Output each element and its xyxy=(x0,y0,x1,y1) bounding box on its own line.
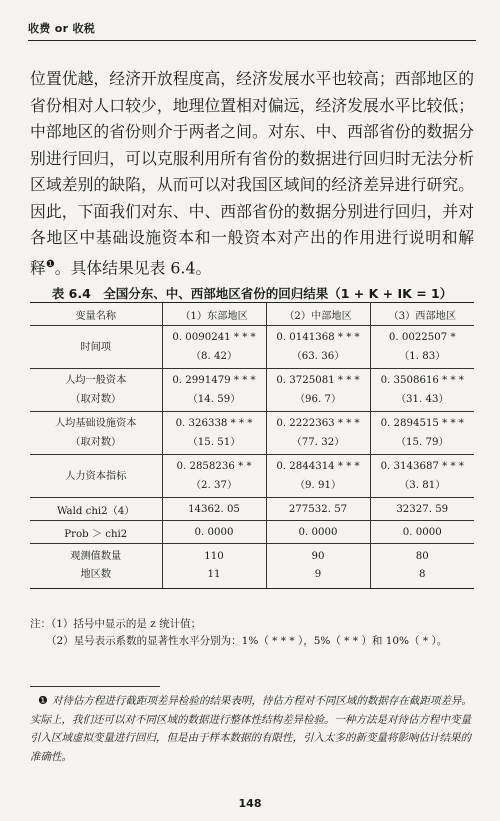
variable-name xyxy=(30,369,162,412)
obs-count: 90 xyxy=(311,551,325,562)
row-label: 时间项 xyxy=(80,341,112,353)
table-cell: 32327. 59 xyxy=(370,498,474,521)
header-rule xyxy=(28,40,476,41)
coefficient: 0. 3508616 * * * xyxy=(380,375,464,386)
table-note-2: （2）星号表示系数的显著性水平分别为：1%（ * * * ），5%（ * * ）和 10%（ * ）。 xyxy=(46,635,448,647)
coefficient: 0. 2222363 * * * xyxy=(276,418,360,429)
table-cell xyxy=(162,369,266,412)
table-row xyxy=(30,412,474,455)
running-header: 收费 or 收税 xyxy=(28,22,96,35)
coefficient: 0. 326338 * * * xyxy=(175,418,253,429)
row-label: 观测值数量 xyxy=(70,551,122,562)
table-cell xyxy=(370,412,474,455)
table-cell xyxy=(266,412,370,455)
footnote xyxy=(30,692,474,766)
body-line-last xyxy=(30,252,474,282)
table-cell xyxy=(370,326,474,369)
z-stat: （63. 36） xyxy=(291,351,345,362)
variable-name xyxy=(30,412,162,455)
z-stat: （14. 59） xyxy=(187,394,241,405)
z-stat: （3. 81） xyxy=(399,480,446,491)
coefficient: 0. 2858236 * * xyxy=(176,461,252,472)
row-label: 人力资本指标 xyxy=(65,470,127,482)
variable-name xyxy=(30,455,162,498)
z-stat: （77. 32） xyxy=(291,437,345,448)
row-label: （取对数） xyxy=(70,394,122,405)
table-cell: 0. 0000 xyxy=(162,521,266,544)
table-note-1: 注：（1）括号中显示的是 z 统计值； xyxy=(30,618,202,630)
table-row-prob xyxy=(30,521,474,544)
body-line: 区域差别的缺陷，从而可以对我国区域间的经济差异进行研究。 xyxy=(30,175,474,194)
table-cell xyxy=(370,369,474,412)
body-line: 省份相对人口较少，地理位置相对偏远，经济发展水平比较低； xyxy=(30,95,474,115)
table-header-row xyxy=(30,303,474,326)
row-label: 人均基础设施资本 xyxy=(55,418,137,429)
table-cell: 0. 0000 xyxy=(370,521,474,544)
column-header: （3）西部地区 xyxy=(370,303,474,326)
z-stat: （9. 91） xyxy=(294,480,342,491)
table-row-observations xyxy=(30,544,474,589)
coefficient: 0. 3143687 * * * xyxy=(380,461,464,472)
obs-count: 110 xyxy=(204,551,224,562)
table-cell: 0. 0000 xyxy=(266,521,370,544)
body-line: 别进行回归，可以克服利用所有省份的数据进行回归时无法分析 xyxy=(30,148,474,168)
z-stat: （1. 83） xyxy=(399,351,446,362)
table-cell xyxy=(266,369,370,412)
body-line: 位置优越，经济开放程度高，经济发展水平也较高；西部地区的 xyxy=(30,69,474,88)
table-cell xyxy=(266,326,370,369)
z-stat: （15. 51） xyxy=(187,437,241,448)
body-line: 中部地区的省份则介于两者之间。对东、中、西部省份的数据分 xyxy=(30,122,474,141)
footnote-rule xyxy=(30,686,160,687)
column-header: （2）中部地区 xyxy=(266,303,370,326)
table-cell: 14362. 05 xyxy=(162,498,266,521)
row-label: 人均一般资本 xyxy=(65,375,127,386)
table-row xyxy=(30,369,474,412)
table-cell xyxy=(266,544,370,589)
table-cell xyxy=(162,412,266,455)
coefficient: 0. 2991479 * * * xyxy=(172,375,256,386)
body-text-fragment: 释 xyxy=(30,257,46,277)
region-count: 9 xyxy=(314,569,322,580)
body-line: 因此，下面我们对东、中、西部省份的数据分别进行回归，并对 xyxy=(30,201,474,221)
table-notes xyxy=(30,616,474,650)
page-number: 148 xyxy=(238,797,262,810)
column-header: 变量名称 xyxy=(30,303,162,326)
table-row xyxy=(30,326,474,369)
body-line: 各地区中基础设施资本和一般资本对产出的作用进行说明和解 xyxy=(30,228,474,247)
table-row-wald xyxy=(30,498,474,521)
coefficient: 0. 0022507 * xyxy=(388,332,456,343)
variable-name: Wald chi2（4） xyxy=(30,498,162,521)
z-stat: （15. 79） xyxy=(395,437,449,448)
region-count: 11 xyxy=(207,569,221,580)
regression-table xyxy=(30,302,474,589)
obs-count: 80 xyxy=(415,551,429,562)
table-cell xyxy=(162,326,266,369)
body-paragraph xyxy=(30,66,474,281)
z-stat: （8. 42） xyxy=(190,351,238,362)
region-count: 8 xyxy=(419,569,426,580)
table-cell xyxy=(162,544,266,589)
column-header: （1）东部地区 xyxy=(162,303,266,326)
coefficient: 0. 2894515 * * * xyxy=(380,418,464,429)
variable-name: Prob ＞ chi2 xyxy=(30,521,162,544)
z-stat: （31. 43） xyxy=(395,394,449,405)
z-stat: （2. 37） xyxy=(190,480,238,491)
table-cell: 277532. 57 xyxy=(266,498,370,521)
body-text-fragment: 。具体结果见表 6.4。 xyxy=(54,257,212,277)
table-title: 表 6.4 全国分东、中、西部地区省份的回归结果（1 + K + IK = 1） xyxy=(51,286,453,301)
table-cell xyxy=(162,455,266,498)
row-label: （取对数） xyxy=(70,437,122,448)
table-cell xyxy=(370,455,474,498)
footnote-marker: ❶ xyxy=(38,694,48,707)
coefficient: 0. 2844314 * * * xyxy=(276,461,360,472)
row-label: 地区数 xyxy=(80,569,112,580)
table-row xyxy=(30,455,474,498)
coefficient: 0. 0141368 * * * xyxy=(276,332,360,343)
table-cell xyxy=(370,544,474,589)
footnote-reference[interactable]: ❶ xyxy=(45,258,55,270)
variable-name xyxy=(30,544,162,589)
footnote-text: 对待估方程进行截距项差异检验的结果表明，待估方程对不同区域的数据存在截距项差异。实际上，我们还可以对不同区域的数据进行整体性结构差异检验。一种方法是对待估方程中变量引入区域虚拟变量进行回归，但是由于样本数据的有限性，引入太多的新变量将影响估计结果的准确性。 xyxy=(30,695,472,763)
variable-name xyxy=(30,326,162,369)
coefficient: 0. 0090241 * * * xyxy=(172,332,256,343)
coefficient: 0. 3725081 * * * xyxy=(276,375,360,386)
z-stat: （96. 7） xyxy=(294,394,342,405)
table-cell xyxy=(266,455,370,498)
